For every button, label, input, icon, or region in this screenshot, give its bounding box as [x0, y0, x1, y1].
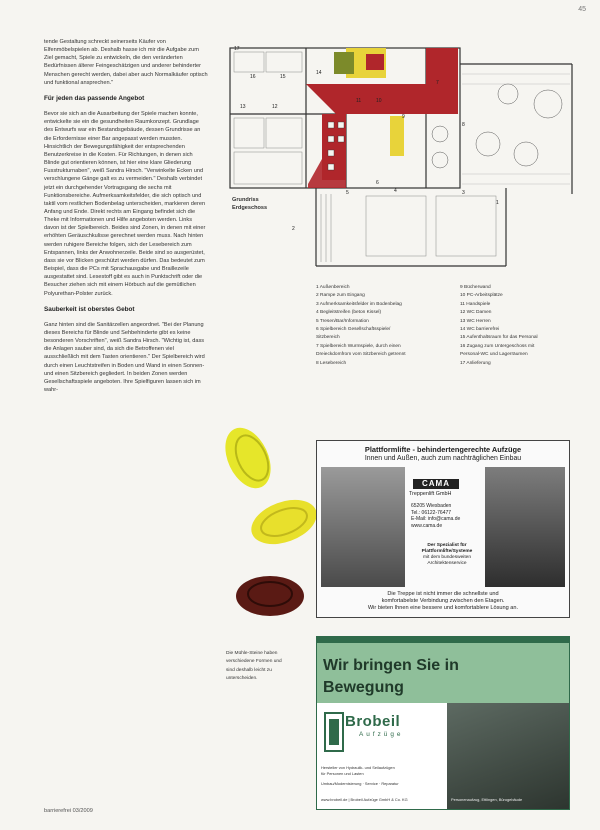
ad-headline: Bewegung — [323, 679, 404, 696]
room-number: 9 — [402, 114, 405, 120]
legend-item: 6 Spielbereich Gesellschaftsspiele/ — [316, 327, 391, 333]
floor-plan — [226, 44, 576, 270]
legend-item: 16 Zugang zum Untergeschoss mit — [460, 343, 535, 349]
article-paragraph: tende Gestaltung schreckt seinerseits Käufer von Elfenmöbelspielen ab. Deshalb hasse ich mir die Aufgabe zum Ziel gemacht, Spiele zu entwickeln, die den veränderten Bedürfnissen älterer Feingeschätzigen und anderer behinderter Menschen gerecht werden, dabei aber auch Normalkäufer optisch und funktional ansprechen." — [44, 39, 208, 86]
yellow-piece-2 — [245, 492, 318, 553]
legend-item: 9 Bücherwand — [460, 285, 491, 290]
legend-item: 7 Spielbereich Wurmspiele, durch einen — [316, 343, 401, 349]
legend-item: Sitzbereich — [316, 335, 340, 341]
page-footer: barrierefrei 03/2009 — [44, 808, 93, 814]
ad-firm: Treppenlift GmbH — [409, 491, 452, 497]
legend-item: 8 Lesebereich — [316, 360, 347, 366]
room-number: 13 — [240, 104, 246, 110]
plan-label-line: Grundriss — [232, 197, 259, 203]
room-number: 6 — [376, 180, 379, 186]
room-number: 7 — [436, 80, 439, 86]
ad-headline: Wir bringen Sie in — [323, 657, 459, 674]
room-number: 5 — [346, 190, 349, 196]
yellow-piece-1 — [216, 421, 279, 496]
ad-email[interactable]: E-Mail: info@cama.de — [411, 516, 461, 523]
article-paragraph: Ganz hinten sind die Sanitärzellen angeordnet. "Bei der Planung dieses Bereichs für Blinde und Sehbehinderte gibt es keine besonderen Vorschriften", weiß Sandra Hirsch. "Wichtig ist, dass die Anlagen sauber sind, da sich die Betroffenen viel ausschließlich mit dem Tasten orientieren." Der Spielbereich wird durch einen Leuchtstreifen in Boden und Wand in einen Sonnen- und einen Sitzbereich gegliedert. In beiden Zonen werden Gesellschaftsspiele angeboten. Ihre Spielfiguren lassen sich im wahr- — [44, 321, 205, 394]
legend-item: 2 Rampe zum Eingang — [316, 293, 365, 299]
ad-text-line: für Personen und Lasten — [321, 771, 364, 776]
room-number: 16 — [250, 74, 256, 80]
legend-left-column — [316, 284, 456, 368]
brobeil-advertisement[interactable] — [316, 636, 570, 810]
section-heading: Sauberkeit ist oberstes Gebot — [44, 305, 135, 313]
room-number: 14 — [316, 70, 322, 76]
legend-item: 15 Aufenthaltsraum für das Personal — [460, 335, 538, 341]
image-caption: Die Mühle-Steine haben verschiedene Formen und sind deshalb leicht zu unterscheiden. — [226, 651, 282, 682]
elevator-photo — [447, 703, 569, 809]
article-paragraph: Bevor sie sich an die Ausarbeitung der Spiele machen konnte, entwickelte sie ein die gesundheiten Raumkonzept. Grundlage des Entwurfs war ein Bestandsgebäude, dessen Grundrisse an die Erfordernisse einer Bar angepasst werden mussten. Hinsichtlich der Bewegungsfähigkeit der entsprechenden Benutzerkreise in die Kosten. Für Richtungen, in denen sich Blinde gut orientieren können, ist hier eine klare Gliederung Fusstrukturnaben", weiß Sandra Hirsch. "Verwinkelte Ecken und verschlungene Gänge galt es zu vermeiden." Deshalb verbindet jetzt ein durchgehender Vortragsgang die sechs mit Funktionsbereiche. Aufmerksamkeitsfelder, die sich optisch und taktil vom restlichen Bodenbelag unterscheiden, markieren deren Anfang und Ende. Direkt rechts am Eingang befindet sich die Theke mit Informationen und Hilfe angeboten werden. Links davon ist der Spielbereich. Beides sind Zonen, in denen mit einer erhöhten Geräuschkulisse gerechnet werden muss. Nach hinten werden ruhigere Bereiche folgen, sich der Lesebereich zum Entspannen, links der Anwohnerzeile. Beide sind so ausgerüstet, dass sie vor Blicken geschützt werden dürfen. Das bedeutet zum Beispiel, dass die PCs mit Sprachausgabe und Braillezeile ausgestattet sind. Lesestoff gibt es auch in Punktschrift oder die Besucher ziehen sich mit einem Hörbuch auf die gemütlichen Polyurethan-Polster zurück. — [44, 111, 206, 297]
room-number: 8 — [462, 122, 465, 128]
room-number: 17 — [234, 46, 240, 52]
ad-bottom-line: komfortabelste Verbindung zwischen den Etagen. — [381, 598, 505, 604]
legend-item: 14 WC barrierefrei — [460, 327, 500, 333]
section-heading: Für jeden das passende Angebot — [44, 94, 145, 102]
ad-website[interactable]: www.brobeil.de | Brobeil Aufzüge GmbH & Co. KG — [321, 797, 408, 802]
ad-text-line: Hersteller von Hydraulik- und Seilaufzügen — [321, 765, 395, 770]
room-number: 15 — [280, 74, 286, 80]
legend-item: 12 WC Damen — [460, 310, 492, 316]
room-number: 12 — [272, 104, 278, 110]
room-number: 3 — [462, 190, 465, 196]
lift-photo-right — [485, 467, 565, 587]
room-number: 1 — [496, 200, 499, 206]
legend-item: 10 PC-Arbeitsplätze — [460, 293, 503, 299]
ad-spez-line: mit dem bundesweiten — [423, 555, 471, 560]
legend-item: Personal-WC und Lagerräumen — [460, 352, 528, 358]
ad-phone: Tel.: 06122-76477 — [411, 509, 452, 516]
plan-label-line: Erdgeschoss — [232, 205, 268, 211]
cama-logo: CAMA — [413, 479, 459, 489]
room-number: 10 — [376, 98, 382, 104]
dark-piece — [236, 576, 304, 616]
ad-website[interactable]: www.cama.de — [411, 522, 443, 529]
room-number: 11 — [356, 98, 362, 104]
cama-advertisement[interactable] — [316, 440, 570, 618]
ad-bottom-line: Wir bieten Ihnen eine bessere und komfortablere Lösung an. — [367, 605, 519, 611]
ad-spez-line: Der Spezialist für — [427, 543, 467, 548]
ad-spez-line: Plattformlifte/Systeme — [421, 549, 473, 554]
legend-item: 11 Handspiele — [460, 301, 491, 307]
lift-photo-left — [321, 467, 405, 587]
legend-right-column — [460, 284, 600, 368]
legend-item: Dreieckdomfrom vom Sitzbereich getrennt — [316, 352, 406, 358]
brand-subtitle: Aufzüge — [359, 731, 404, 738]
photo-caption: Personenaufzug, Ettlingen, Bürogebäude — [451, 797, 523, 802]
page-number: 45 — [578, 6, 586, 13]
ad-text-line: Umbau/Modernisierung · Service · Reparatur — [321, 781, 399, 786]
brand-name: Brobeil — [345, 713, 401, 730]
ad-title: Plattformlifte - behindertengerechte Aufzüge — [364, 445, 522, 454]
ad-subtitle: Innen und Außen, auch zum nachträglichen Einbau — [364, 455, 522, 462]
ad-spez-line: Architektenservice — [427, 561, 467, 566]
ad-bottom-text — [317, 591, 569, 612]
ad-contact — [411, 503, 460, 529]
legend-item: 5 Tresen/Bar/Information — [316, 318, 369, 324]
article-column — [44, 38, 208, 401]
ad-specialist-note — [417, 543, 477, 567]
game-pieces-image — [214, 418, 318, 628]
plan-label — [232, 196, 267, 212]
legend-item: 13 WC Herren — [460, 318, 491, 324]
room-number: 2 — [292, 226, 295, 232]
ad-address: 65205 Wiesbaden — [411, 503, 452, 509]
room-number: 4 — [394, 188, 397, 194]
ad-bottom-line: Die Treppe ist nicht immer die schnellste und — [387, 591, 499, 597]
legend-item: 3 Aufmerksamkeitsfelder im Bodenbelag — [316, 301, 402, 307]
legend-item: 4 Begleitstreifen (beton Kissel) — [316, 310, 382, 316]
legend-item: 1 Außenbereich — [316, 285, 350, 290]
legend-item: 17 Anlieferung — [460, 360, 491, 366]
